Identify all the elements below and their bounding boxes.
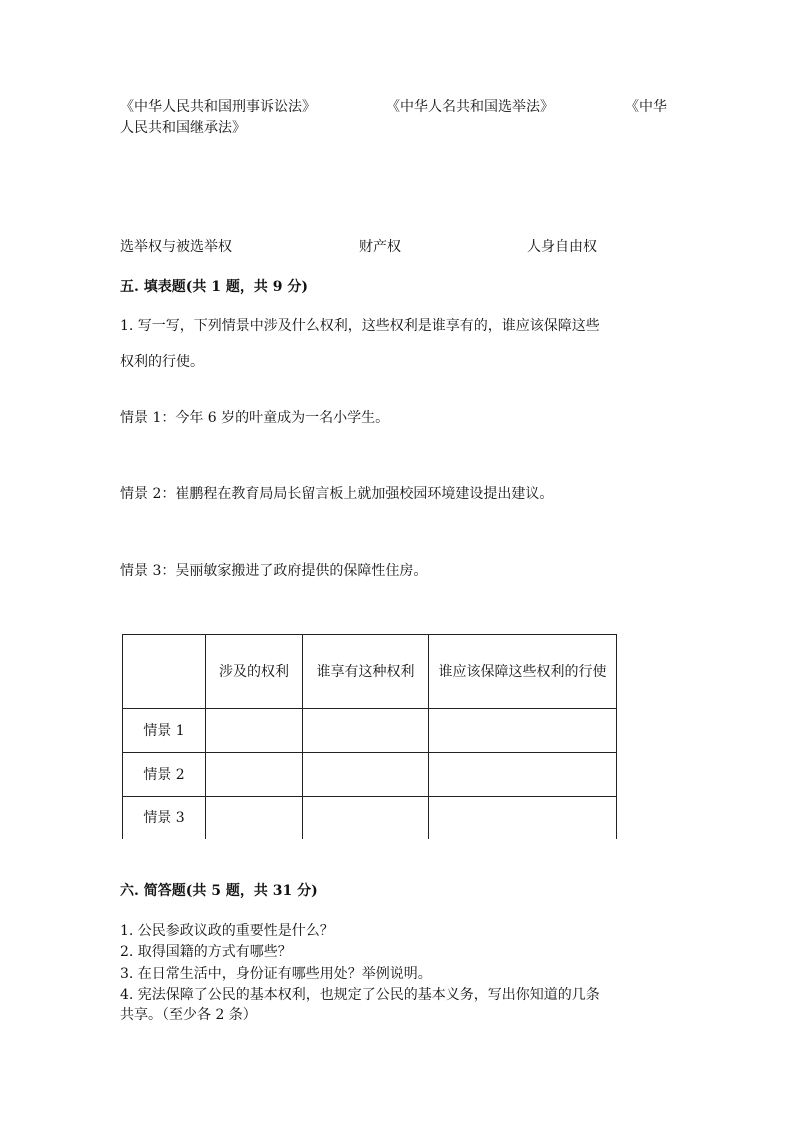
table-row-label: 情景 1 bbox=[123, 709, 206, 753]
section6-question-1: 1. 公民参政议政的重要性是什么？ bbox=[120, 923, 334, 939]
scene3-text: 情景 3：吴丽敏家搬进了政府提供的保障性住房。 bbox=[120, 563, 428, 579]
table-row bbox=[123, 797, 617, 839]
section6-question-4-line1: 4. 宪法保障了公民的基本权利，也规定了公民的基本义务，写出你知道的几条 bbox=[120, 987, 600, 1003]
table-header-guarantor-label: 谁应该保障这些权利的行使 bbox=[438, 663, 607, 680]
law-criminal-procedure: 《中华人民共和国刑事诉讼法》 bbox=[120, 99, 316, 115]
table-row-label: 情景 2 bbox=[123, 753, 206, 797]
table-cell-blank[interactable] bbox=[303, 797, 429, 839]
scene1-text: 情景 1：今年 6 岁的叶童成为一名小学生。 bbox=[120, 410, 390, 426]
right-option-election: 选举权与被选举权 bbox=[120, 239, 232, 255]
section5-heading: 五. 填表题(共 1 题，共 9 分) bbox=[120, 279, 308, 295]
table-header-guarantor bbox=[429, 635, 617, 709]
section5-question-line2: 权利的行使。 bbox=[120, 354, 204, 370]
section5-question-line1: 1. 写一写，下列情景中涉及什么权利，这些权利是谁享有的，谁应该保障这些 bbox=[120, 318, 600, 334]
fill-table bbox=[122, 634, 617, 839]
table-cell-blank[interactable] bbox=[206, 753, 303, 797]
section6-question-3: 3. 在日常生活中，身份证有哪些用处？举例说明。 bbox=[120, 966, 432, 982]
table-header-corner bbox=[123, 635, 206, 709]
right-option-property: 财产权 bbox=[359, 239, 401, 255]
table-cell-blank[interactable] bbox=[429, 753, 617, 797]
table-header-holder: 谁享有这种权利 bbox=[303, 635, 429, 709]
right-option-personal-freedom: 人身自由权 bbox=[527, 239, 597, 255]
table-row bbox=[123, 753, 617, 797]
table-cell-blank[interactable] bbox=[303, 709, 429, 753]
table-header-row bbox=[123, 635, 617, 709]
table-row bbox=[123, 709, 617, 753]
law-election: 《中华人名共和国选举法》 bbox=[386, 99, 554, 115]
table-cell-blank[interactable] bbox=[303, 753, 429, 797]
table-cell-blank[interactable] bbox=[206, 797, 303, 839]
table-cell-blank[interactable] bbox=[429, 709, 617, 753]
scene2-text: 情景 2：崔鹏程在教育局局长留言板上就加强校园环境建设提出建议。 bbox=[120, 486, 554, 502]
table-row-label: 情景 3 bbox=[123, 797, 206, 839]
section6-question-2: 2. 取得国籍的方式有哪些？ bbox=[120, 944, 292, 960]
table-header-rights: 涉及的权利 bbox=[206, 635, 303, 709]
section6-heading: 六. 简答题(共 5 题，共 31 分) bbox=[120, 883, 318, 899]
table-cell-blank[interactable] bbox=[206, 709, 303, 753]
table-cell-blank[interactable] bbox=[429, 797, 617, 839]
section6-question-4-line2: 共享。（至少各 2 条） bbox=[120, 1007, 257, 1023]
law-inheritance-start: 《中华 bbox=[625, 99, 667, 115]
law-inheritance-end: 人民共和国继承法》 bbox=[120, 120, 246, 136]
